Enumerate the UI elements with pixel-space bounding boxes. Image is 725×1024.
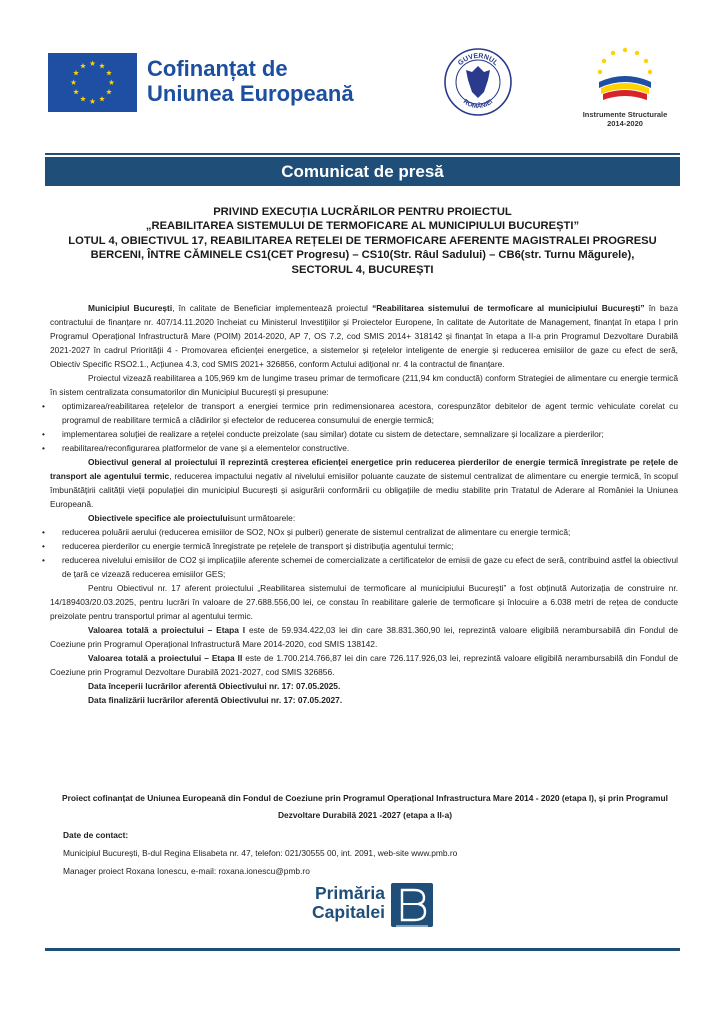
cofinancing-note: Proiect cofinanțat de Uniunea Europeană din Fondul de Coeziune prin Programul Operațional Infrastructura Mare 2014 - 2020 (etapa I), și prin Programul Dezvoltare Durabilă 2021 -2027 (etapa a II-a) bbox=[62, 793, 668, 820]
footer-rule bbox=[45, 948, 680, 951]
title-line: SECTORUL 4, BUCUREȘTI bbox=[291, 263, 434, 276]
end-date bbox=[50, 693, 678, 707]
value-stage1-text: este de 59.934.422,03 lei din care 38.831.360,90 lei, reprezintă valoare eligibilă nerambursabilă din Fondul de Coeziune prin Programul Operațional Infrastructură Mare 2014-2020, cod SMIS 138142. bbox=[50, 625, 679, 649]
instrumente-structurale-logo-icon bbox=[585, 44, 665, 104]
government-seal-icon bbox=[444, 48, 512, 116]
specific-objectives-bold: Obiectivele specifice ale proiectului bbox=[88, 513, 230, 523]
value-stage2-bold: Valoarea totală a proiectului – Etapa II bbox=[88, 653, 243, 663]
list-item: • reducerea poluării aerului (reducerea emisiilor de SO2, NOx și pulberi) generate de sistemul centralizat de alimentare cu energie termică; bbox=[50, 525, 678, 539]
cofinantat-line1: Cofinanțat de bbox=[147, 56, 288, 81]
title-line: BERCENI, ÎNTRE CĂMINELE CS1(CET Progresu) – CS10(Str. Râul Sadului) – CB6(str. Turnu Măgurele), bbox=[90, 249, 635, 262]
instrumente-structurale-label bbox=[573, 110, 677, 128]
list-item: • reducerea nivelului emisiilor de CO2 și implicațiile aferente schemei de comercializate a certificatelor de emisii de gaze cu efect de seră, contribuind astfel la obiectivul de țară ce vizează reducerea emisiilor GES; bbox=[50, 553, 678, 581]
paragraph-authorization: Pentru Obiectivul nr. 17 aferent proiectului „Reabilitarea sistemului de termoficare al municipiului București” a fost obținută Autorizația de construire nr. 14/189403/20.03.2025, pentru lucrări în valoare de 27.688.556,00 lei, ce constau în reabilitare galerie de termoficare și înlocuire a 6.038 metri de rețea de conducte preizolate pentru transportul primar al agentului termic. bbox=[50, 583, 678, 621]
end-date-text: Data finalizării lucrărilor aferentă Obiectivului nr. 17: 07.05.2027. bbox=[88, 695, 343, 705]
primaria-capitalei-logo-icon bbox=[390, 882, 434, 928]
beneficiary-name: Municipiul București bbox=[88, 303, 173, 313]
title-line: PRIVIND EXECUȚIA LUCRĂRILOR PENTRU PROIECTUL bbox=[213, 206, 512, 218]
value-stage1-bold: Valoarea totală a proiectului – Etapa I bbox=[88, 625, 246, 635]
contact-block bbox=[63, 826, 457, 880]
primaria-line1: Primăria bbox=[314, 883, 385, 903]
instrumente-line2: 2014-2020 bbox=[607, 119, 643, 128]
list-item: • reducerea pierderilor cu energie termică înregistrate pe rețelele de transport și distribuția agentului termic; bbox=[50, 539, 678, 553]
primaria-line2: Capitalei bbox=[312, 902, 385, 922]
title-line: LOTUL 4, OBIECTIVUL 17, REABILITAREA REȚELEI DE TERMOFICARE AFERENTE MAGISTRALEI PROGRESU bbox=[68, 234, 657, 247]
intro-text-1: , în calitate de Beneficiar implementează proiectul bbox=[172, 303, 373, 313]
document-title bbox=[60, 205, 665, 277]
general-objective-bold: Obiectivul general al proiectului îl reprezintă creșterea eficienței energetice prin reducerea pierderilor de energie termică înregistrate pe rețele de transport ale agentului termic bbox=[50, 457, 678, 481]
paragraph-value-stage1 bbox=[50, 623, 678, 651]
start-date-text: Data începerii lucrărilor aferentă Obiectivului nr. 17: 07.05.2025. bbox=[88, 681, 341, 691]
contact-address: Municipiul București, B-dul Regina Elisabeta nr. 47, telefon: 021/30555 00, int. 2091, web-site www.pmb.ro bbox=[63, 848, 458, 858]
specific-objectives-text: sunt următoarele: bbox=[229, 513, 296, 523]
paragraph-intro bbox=[50, 301, 678, 371]
list-item: • optimizarea/reabilitarea rețelelor de transport a energiei termice prin redimensionarea acestora, corespunzător debitelor de agent termic vehiculate corelat cu programul de reabilitare termică a clădirilor și efectelor de reducerea consumului de energie termică; bbox=[50, 399, 678, 427]
list-item: • implementarea soluției de realizare a rețelei conducte preizolate (sau similar) dotate cu sistem de detectare, semnalizare și localizare a pierderilor; bbox=[50, 427, 678, 441]
paragraph-general-objective bbox=[50, 455, 678, 511]
value-stage2-text: este de 1.700.214.766,87 lei din care 726.117.926,03 lei, reprezintă valoare eligibilă nerambursabilă din Fondul de Coeziune prin Programul Dezvoltare Durabilă 2021-2027, cod SMIS 326856. bbox=[50, 653, 678, 677]
start-date bbox=[50, 679, 678, 693]
svg-text:GUVERNUL: GUVERNUL bbox=[457, 52, 500, 68]
primaria-capitalei-wordmark bbox=[303, 884, 385, 922]
eu-flag-icon bbox=[48, 53, 137, 112]
document-body bbox=[50, 301, 678, 707]
contact-heading: Date de contact: bbox=[63, 830, 129, 840]
general-objective-text: , reducerea impactului negativ al nivelului emisiilor poluante cauzate de sistemul centralizat de alimentare cu energie termică, în scopul îmbunătățirii calității vieții populației din municipiul București și asigurării conformării cu obligațiile de mediu stabilite prin Tratatul de Aderare al României la Uniunea Europeană. bbox=[50, 471, 678, 509]
paragraph-scope: Proiectul vizează reabilitarea a 105,969 km de lungime traseu primar de termoficare (211,94 km conductă) conform Strategiei de alimentare cu energie termică în sistem centralizata consumatorilor din Municipiul București și presupune: bbox=[50, 373, 678, 397]
title-line: „REABILITAREA SISTEMULUI DE TERMOFICARE AL MUNICIPIULUI BUCUREȘTI” bbox=[145, 220, 580, 233]
banner-top-rule bbox=[45, 153, 680, 155]
paragraph-value-stage2 bbox=[50, 651, 678, 679]
press-release-banner: Comunicat de presă bbox=[45, 157, 680, 186]
cofinantat-heading bbox=[147, 56, 354, 106]
instrumente-line1: Instrumente Structurale bbox=[582, 110, 668, 119]
project-name: “Reabilitarea sistemului de termoficare al municipiului București” bbox=[372, 303, 645, 313]
contact-manager: Manager proiect Roxana Ionescu, e-mail: roxana.ionescu@pmb.ro bbox=[63, 866, 310, 876]
list-item: • reabilitarea/reconfigurarea platformelor de vane și a elementelor constructive. bbox=[50, 441, 678, 455]
intro-text-2: în baza contractului de finanțare nr. 407/14.11.2020 încheiat cu Ministerul Investițiilor și Proiectelor Europene, în calitate de Autoritate de Management, finanțat în etapa I prin Programul Operațional Infrastructură Mare (POIM) 2014-2020, AP 7, OS 7.2, cod SMIS 2014+ 318142 și finanțat în etapa a II-a prin Programul Dezvoltare Durabilă 2021-2027 în cadrul Priorității 4 - Promovarea eficienței energetice, a sistemelor și rețelelor inteligente de energie și reducerea emisiilor de gaze cu efect de seră, Obiectiv Specific RSO2.1., Acțiunea 4.3, cod SMIS 2021+ 326856, conform Actului adițional nr. 4 la contractul de finanțare. bbox=[50, 303, 678, 369]
cofinantat-line2: Uniunea Europeană bbox=[147, 81, 354, 106]
svg-text:ROMÂNIEI: ROMÂNIEI bbox=[461, 98, 495, 111]
paragraph-specific-objectives bbox=[50, 511, 678, 525]
page-header bbox=[0, 0, 725, 150]
